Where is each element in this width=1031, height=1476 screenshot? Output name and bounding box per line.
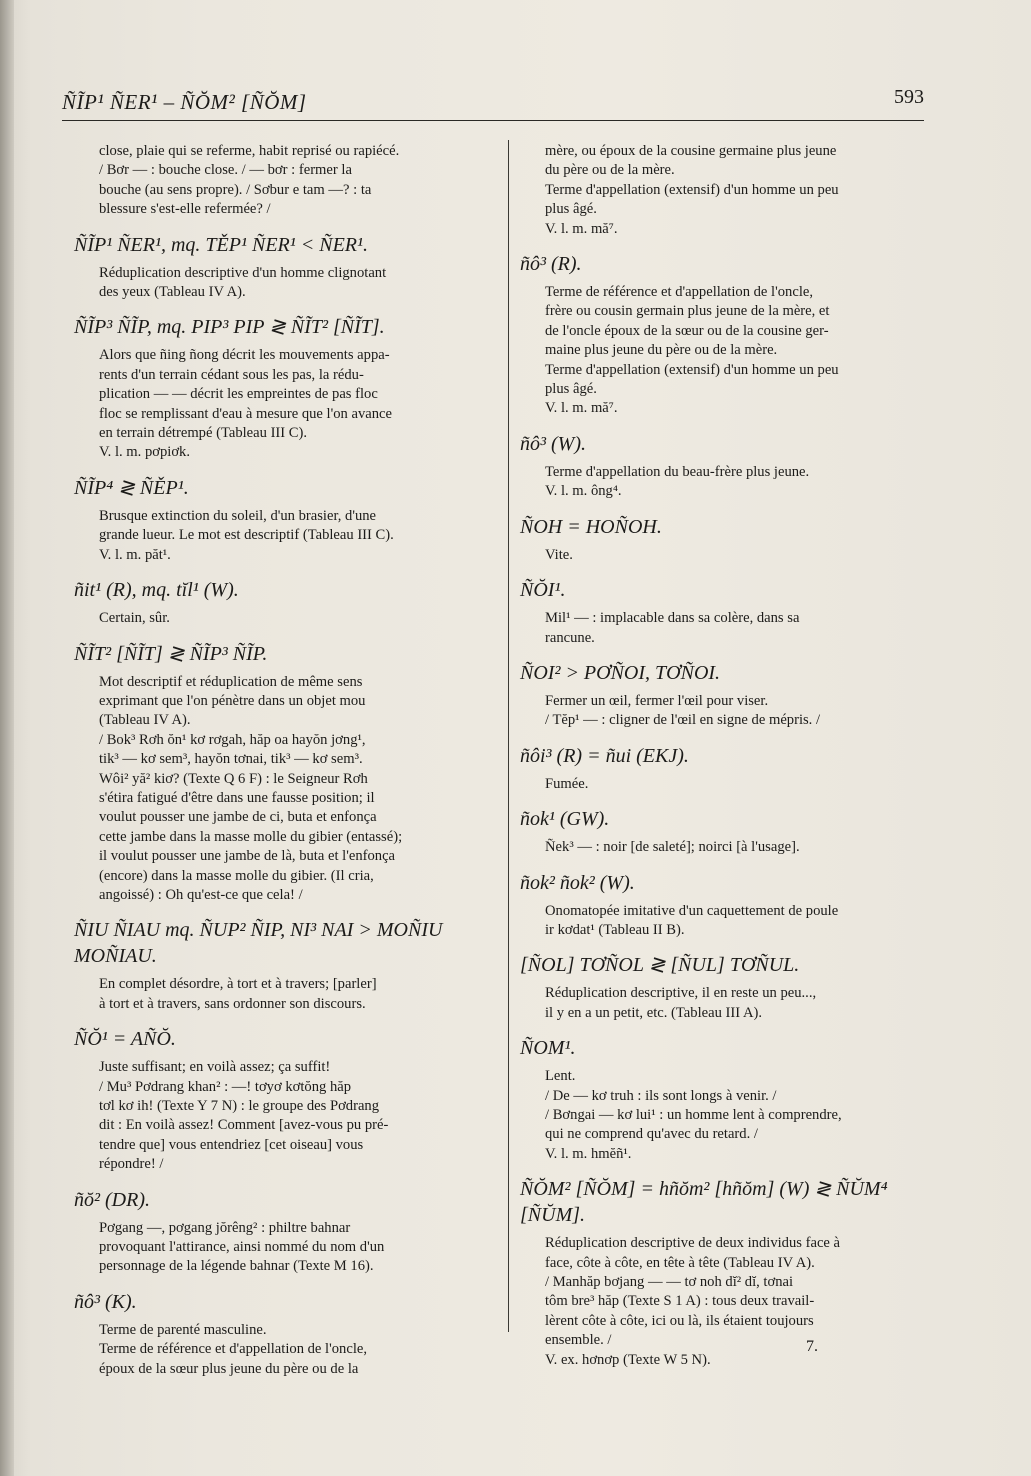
running-header xyxy=(62,86,924,121)
page-number: 593 xyxy=(894,86,924,108)
entry-headword: ÑĨP⁴ ≷ ÑĚP¹. xyxy=(74,476,189,499)
entry-headword: ÑOI² > PƠÑOI, TƠÑOI. xyxy=(520,661,721,684)
entry-headword: ñok¹ (GW). xyxy=(520,808,610,831)
entry-line: En complet désordre, à tort et à travers; [parler] xyxy=(99,976,377,993)
signature-mark: 7. xyxy=(806,1338,818,1355)
entry-line: / Bơngai — kơ lui¹ : un homme lent à comprendre, xyxy=(545,1106,842,1123)
dictionary-entry xyxy=(74,314,494,462)
entry-line: des yeux (Tableau IV A). xyxy=(99,284,246,301)
entry-headword: ñok² ñok² (W). xyxy=(520,871,635,894)
entry-line: Fumée. xyxy=(545,775,589,792)
entry-line: à tort et à travers, sans ordonner son discours. xyxy=(99,995,366,1012)
entry-line: frère ou cousin germain plus jeune de la mère, et xyxy=(545,303,830,320)
entry-line: close, plaie qui se referme, habit reprisé ou rapiécé. xyxy=(99,143,400,159)
entry-line: ensemble. / xyxy=(545,1332,612,1349)
entry-line: Certain, sûr. xyxy=(99,610,170,627)
dictionary-entry xyxy=(74,917,494,1014)
entry-line: Terme de référence et d'appellation de l'oncle, xyxy=(99,1341,367,1358)
entry-line: provoquant l'attirance, ainsi nommé du nom d'un xyxy=(99,1239,385,1256)
entry-line: Terme d'appellation (extensif) d'un homme un peu xyxy=(545,181,839,198)
entry-line: époux de la sœur plus jeune du père ou de la xyxy=(99,1360,359,1377)
entry-line: Vite. xyxy=(545,546,573,563)
dictionary-entry xyxy=(520,142,940,239)
entry-line: en terrain détrempé (Tableau III C). xyxy=(99,425,308,442)
entry-line: angoissé) : Oh qu'est-ce que cela! / xyxy=(99,886,303,903)
entry-line: floc se remplissant d'eau à mesure que l'on avance xyxy=(99,405,392,422)
entry-line: Onomatopée imitative d'un caquettement de poule xyxy=(545,902,839,919)
entry-line: s'étira fatigué d'être dans une fausse position; il xyxy=(99,789,375,806)
entry-line: Terme de référence et d'appellation de l'oncle, xyxy=(545,284,813,301)
dictionary-entry xyxy=(520,1035,940,1164)
entry-line: tơl kơ ih! (Texte Y 7 N) : le groupe des Pơdrang xyxy=(99,1098,380,1114)
entry-line: Juste suffisant; en voilà assez; ça suffit! xyxy=(99,1059,331,1076)
entry-line: tik³ — kơ sem³, hayŏn tơnai, tik³ — kơ sem³. xyxy=(99,751,363,768)
dictionary-entry xyxy=(520,870,940,941)
entry-line: / Mu³ Pơdrang khan² : —! tơyơ kơtŏng hăp xyxy=(99,1078,352,1095)
left-column xyxy=(74,142,494,1379)
entry-headword: ÑŎI¹. xyxy=(520,579,566,602)
entry-line: / Bok³ Rơh ŏn¹ kơ rơgah, hăp oa hayŏn jơng¹, xyxy=(99,731,366,748)
entry-line: V. l. m. mă⁷. xyxy=(545,400,618,417)
entry-line: Wôi² yă² kiơ? (Texte Q 6 F) : le Seigneur Rơh xyxy=(99,770,368,787)
entry-headword: ÑŎ¹ = AÑŎ. xyxy=(74,1028,176,1051)
dictionary-entry xyxy=(520,806,940,857)
entry-headword: ÑĨP¹ ÑER¹, mq. TĚP¹ ÑER¹ < ÑER¹. xyxy=(74,233,369,256)
entry-line: dit : En voilà assez! Comment [avez-vous pu pré- xyxy=(99,1117,389,1134)
entry-line: il y en a un petit, etc. (Tableau III A). xyxy=(545,1004,762,1021)
entry-line: (encore) dans la masse molle du gibier. (Il cria, xyxy=(99,867,374,884)
dictionary-entry xyxy=(74,232,494,303)
entry-headword: ÑOH = HOÑOH. xyxy=(520,515,662,538)
entry-line: lèrent côte à côte, ici ou là, ils étaient toujours xyxy=(545,1312,814,1329)
entry-line: Terme de parenté masculine. xyxy=(99,1321,267,1338)
entry-line: exprimant que l'on pénètre dans un objet mou xyxy=(99,692,366,709)
entry-line: / Bơr — : bouche close. / — bơr : fermer la xyxy=(99,162,352,179)
entry-line: Mot descriptif et réduplication de même sens xyxy=(99,673,363,690)
entry-line: Lent. xyxy=(545,1068,576,1085)
entry-line: / Manhăp bơjang — — tơ noh dĭ² dĭ, tơnai xyxy=(545,1274,794,1290)
entry-line: personnage de la légende bahnar (Texte M 16). xyxy=(99,1258,374,1275)
dictionary-entry xyxy=(74,1187,494,1277)
entry-line: Réduplication descriptive de deux individus face à xyxy=(545,1235,841,1252)
entry-line: Réduplication descriptive d'un homme clignotant xyxy=(99,264,387,281)
dictionary-entry xyxy=(74,1026,494,1174)
entry-line: Réduplication descriptive, il en reste un peu..., xyxy=(545,985,817,1002)
entry-line: de l'oncle époux de la sœur ou de la cousine ger- xyxy=(545,322,829,339)
dictionary-entry xyxy=(520,1176,940,1370)
entry-line: qui ne comprend qu'avec du retard. / xyxy=(545,1126,758,1143)
entry-line: V. l. m. hmĕñ¹. xyxy=(545,1145,632,1162)
entry-headword: ñŏ² (DR). xyxy=(74,1188,150,1211)
dictionary-entry xyxy=(520,577,940,648)
entry-line: plus âgé. xyxy=(545,201,597,218)
entry-line: V. ex. hơnơp (Texte W 5 N). xyxy=(545,1351,711,1368)
entry-line: Fermer un œil, fermer l'œil pour viser. xyxy=(545,692,769,709)
entry-line: Mil¹ — : implacable dans sa colère, dans sa xyxy=(545,610,800,627)
entry-line: rents d'un terrain cédant sous les pas, la rédu- xyxy=(99,366,364,383)
book-spine-shadow xyxy=(0,0,14,1476)
dictionary-entry xyxy=(520,952,940,1023)
running-head: ÑĨP¹ ÑER¹ – ÑŎM² [ÑŎM] xyxy=(62,90,307,114)
entry-line: Brusque extinction du soleil, d'un brasier, d'une xyxy=(99,507,377,524)
right-column xyxy=(520,142,940,1370)
entry-line: bouche (au sens propre). / Sơbur e tam —? : ta xyxy=(99,181,372,198)
entry-line: maine plus jeune du père ou de la mère. xyxy=(545,342,778,359)
entry-line: Terme d'appellation (extensif) d'un homme un peu xyxy=(545,361,839,378)
entry-line: Ñek³ — : noir [de saleté]; noirci [à l'usage]. xyxy=(545,839,800,856)
dictionary-entry xyxy=(520,743,940,794)
dictionary-entry xyxy=(74,1289,494,1379)
entry-headword: ÑIU ÑIAU mq. ÑUP² ÑIP, NI³ NAI > MOÑIU MOÑIAU. xyxy=(74,919,443,968)
entry-headword: ÑĨP³ ÑĨP, mq. PIP³ PIP ≷ ÑĨT² [ÑĨT]. xyxy=(74,316,385,339)
entry-line: plication — — décrit les empreintes de pas floc xyxy=(99,386,378,403)
dictionary-entry xyxy=(520,514,940,565)
entry-headword: ñô³ (K). xyxy=(74,1290,137,1313)
entry-headword: ÑĨT² [ÑĨT] ≷ ÑĨP³ ÑĨP. xyxy=(74,642,268,665)
entry-line: V. l. m. pơpiơk. xyxy=(99,444,190,461)
entry-line: grande lueur. Le mot est descriptif (Tableau III C). xyxy=(99,527,394,544)
entry-headword: ñôi³ (R) = ñui (EKJ). xyxy=(520,744,689,767)
entry-line: il voulut pousser une jambe de là, buta et l'enfonça xyxy=(99,848,396,865)
entry-line: ir kơdat¹ (Tableau II B). xyxy=(545,921,685,938)
entry-line: V. l. m. păt¹. xyxy=(99,546,171,563)
entry-headword: ñit¹ (R), mq. tĭl¹ (W). xyxy=(74,579,239,602)
entry-line: plus âgé. xyxy=(545,381,597,398)
entry-headword: ñô³ (W). xyxy=(520,432,586,455)
entry-line: / Tĕp¹ — : cligner de l'œil en signe de mépris. / xyxy=(545,712,821,729)
entry-line: face, côte à côte, en tête à tête (Tableau IV A). xyxy=(545,1254,815,1271)
column-divider xyxy=(508,140,509,1332)
entry-headword: ÑŎM² [ÑŎM] = hñŏm² [hñŏm] (W) ≷ ÑŬM⁴ [ÑŬM]. xyxy=(520,1178,888,1227)
entry-line: rancune. xyxy=(545,629,595,646)
entry-line: Pơgang —, pơgang jŏrêng² : philtre bahnar xyxy=(99,1219,351,1236)
entry-line: tendre que] vous entendriez [cet oiseau] vous xyxy=(99,1136,364,1153)
dictionary-entry xyxy=(74,641,494,906)
entry-line: (Tableau IV A). xyxy=(99,712,191,729)
entry-line: mère, ou époux de la cousine germaine plus jeune xyxy=(545,143,837,159)
entry-line: tôm bre³ hăp (Texte S 1 A) : tous deux travail- xyxy=(545,1293,815,1310)
entry-line: voulut pousser une jambe de ci, buta et enfonça xyxy=(99,809,377,826)
entry-line: V. l. m. mă⁷. xyxy=(545,220,618,237)
dictionary-entry xyxy=(520,431,940,502)
entry-line: Terme d'appellation du beau-frère plus jeune. xyxy=(545,463,810,480)
entry-headword: ÑOM¹. xyxy=(520,1037,576,1060)
dictionary-entry xyxy=(520,660,940,731)
entry-line: blessure s'est-elle refermée? / xyxy=(99,201,271,218)
entry-line: / De — kơ truh : ils sont longs à venir. / xyxy=(545,1087,777,1104)
entry-line: du père ou de la mère. xyxy=(545,162,675,179)
entry-headword: ñô³ (R). xyxy=(520,253,582,276)
dictionary-entry xyxy=(520,251,940,419)
entry-headword: [ÑOL] TƠÑOL ≷ [ÑUL] TƠÑUL. xyxy=(520,954,800,977)
entry-line: répondre! / xyxy=(99,1156,164,1173)
entry-line: V. l. m. ông⁴. xyxy=(545,483,622,500)
dictionary-entry xyxy=(74,142,494,220)
dictionary-entry xyxy=(74,577,494,628)
entry-line: cette jambe dans la masse molle du gibier (entassé); xyxy=(99,828,403,845)
dictionary-entry xyxy=(74,475,494,565)
entry-line: Alors que ñing ñong décrit les mouvements appa- xyxy=(99,347,390,364)
